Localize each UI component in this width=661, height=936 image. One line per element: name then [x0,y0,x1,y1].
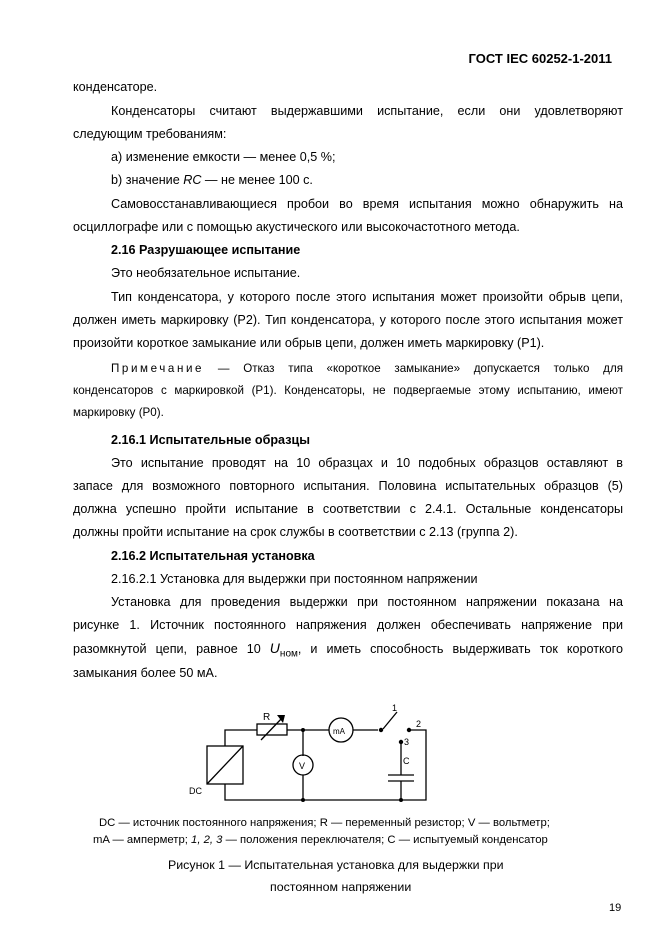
paragraph-line: замыкания более 50 мА. [73,666,218,680]
paragraph-line: должна успешно пройти испытание в соответствии с 2.4.1. Остальные конденсаторы [73,502,623,516]
dc-source-diagonal [207,746,243,784]
legend-text: — положения переключателя; C — испытуемый конденсатор [222,834,548,846]
label-v: V [299,761,306,771]
legend-positions: 1, 2, 3 [191,834,223,846]
label-position-3: 3 [404,737,410,747]
circuit-diagram [185,700,450,808]
note-line: конденсаторов с маркировкой (Р1). Конденсаторы, не подвергаемые этому испытанию, имеют [73,384,623,397]
paragraph-line: Это необязательное испытание. [111,266,301,280]
paragraph-line: осциллографе или с помощью акустического или высокочастотного метода. [73,220,520,234]
figure-legend-line [93,834,548,846]
paragraph-line: Самовосстанавливающиеся пробои во время испытания можно обнаружить на [111,197,623,211]
paragraph-line: следующим требованиям: [73,127,227,141]
figure-legend-line: DC — источник постоянного напряжения; R — переменный резистор; V — вольтметр; [99,817,550,829]
label-position-1: 1 [392,703,398,713]
switch-pivot-dot [379,728,383,732]
paragraph-line: запасе для возможного повторного испытания. Половина испытательных образцов (5) [73,479,623,493]
standard-code: ГОСТ IEC 60252-1-2011 [468,51,612,66]
list-item-b-prefix: b) значение [111,173,184,187]
paragraph-line: Это испытание проводят на 10 образцах и 10 подобных образцов оставляют в [111,456,623,470]
variable-resistor-symbol [257,724,287,735]
label-c: C [403,756,410,766]
section-heading-2-16-2: 2.16.2 Испытательная установка [111,549,315,563]
paragraph-line: произойти короткое замыкание или обрыв цепи, должен иметь маркировку (Р1). [73,336,545,350]
list-item-b [111,172,313,188]
paragraph-text: разомкнутой цепи, равное 10 [73,642,270,656]
note-line: маркировку (Р0). [73,406,164,419]
section-heading-2-16-1: 2.16.1 Испытательные образцы [111,433,310,447]
paragraph-line: Установка для проведения выдержки при постоянном напряжении показана на [111,595,623,609]
note-label: Примечание [111,362,205,375]
label-position-2: 2 [416,719,422,729]
u-subscript: ном [279,648,298,660]
section-heading-2-16-2-1: 2.16.2.1 Установка для выдержки при постоянном напряжении [111,572,478,586]
list-item-b-suffix: — не менее 100 с. [201,173,313,187]
junction-dot-bottom [301,798,305,802]
label-dc: DC [189,786,202,796]
label-r: R [263,712,271,723]
label-ma: mA [333,727,345,736]
paragraph-line: должен иметь маркировку (Р2). Тип конденсатора, у которого после этого испытания может [73,313,623,327]
note-text: — Отказ типа «короткое замыкание» допускается только для [204,362,623,375]
paragraph-line: конденсаторе. [73,80,158,94]
paragraph-line: Тип конденсатора, у которого после этого испытания может произойти обрыв цепи, [111,290,623,304]
paragraph-line [73,640,623,663]
paragraph-text: , и иметь способность выдерживать ток короткого [297,642,623,656]
switch-contact-3-dot [399,740,403,744]
junction-dot-top [301,728,305,732]
figure-caption-continued: постоянном напряжении [270,880,412,894]
switch-contact-2-dot [407,728,411,732]
paragraph-line: рисунке 1. Источник постоянного напряжения должен обеспечивать напряжение при [73,618,623,632]
page-number: 19 [609,902,622,914]
paragraph-line: должны пройти испытание на срок службы в соответствии с 2.13 (группа 2). [73,525,518,539]
list-item-a: a) изменение емкости — менее 0,5 %; [111,150,336,164]
note-line [73,361,623,377]
legend-text: mA — амперметр; [93,834,192,846]
switch-blade [383,712,397,729]
junction-dot-c [399,798,403,802]
paragraph-line: Конденсаторы считают выдержавшими испытание, если они удовлетворяют [111,104,623,118]
rc-variable: RC [183,173,202,187]
u-variable: U [269,640,280,656]
section-heading-2-16: 2.16 Разрушающее испытание [111,243,301,257]
wire-return [225,730,426,800]
figure-caption: Рисунок 1 — Испытательная установка для выдержки при [168,858,504,872]
wire-dc-to-r [225,730,257,746]
